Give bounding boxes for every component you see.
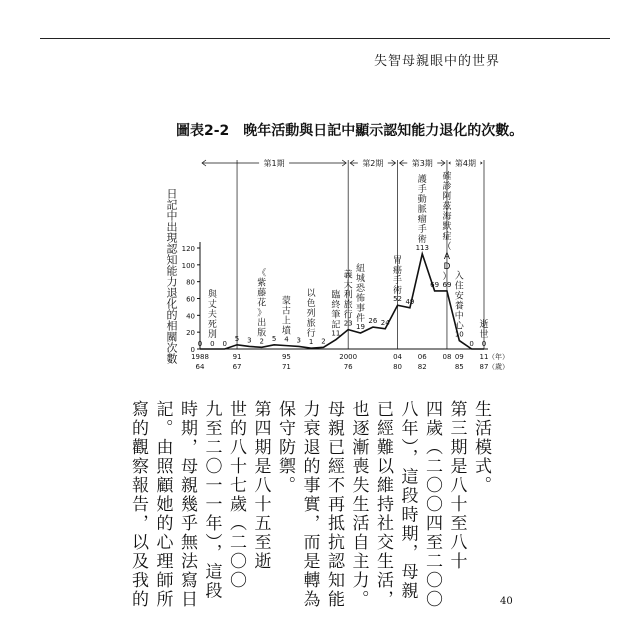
data-label: 5 xyxy=(271,334,277,343)
age-tick-label: 82 xyxy=(417,363,427,371)
data-label: 2 xyxy=(321,337,326,346)
period-label: 第4期 xyxy=(454,159,477,168)
running-head: 失智母親眼中的世界 xyxy=(373,54,500,69)
x-unit-label: （年） xyxy=(488,353,509,361)
data-label: 4 xyxy=(284,335,289,344)
event-annotation: 以色列旅行 xyxy=(306,289,316,340)
age-tick-label: 87 xyxy=(479,363,489,371)
data-label: 1 xyxy=(308,338,314,347)
x-tick-label: 91 xyxy=(232,353,242,361)
age-tick-label: 64 xyxy=(195,363,205,371)
age-tick-label: 67 xyxy=(232,363,242,371)
event-annotation: 義大利旅行 xyxy=(343,270,353,321)
data-label: 23 xyxy=(343,319,353,328)
body-text-column: 生活模式。 xyxy=(471,400,491,495)
body-text-column: 母親已經不再抵抗認知能 xyxy=(324,400,344,609)
data-label: 69 xyxy=(430,280,440,289)
data-label: 19 xyxy=(356,323,365,332)
data-label: 3 xyxy=(247,336,252,345)
event-annotation: 入住安養中心 xyxy=(454,271,464,332)
period-label: 第2期 xyxy=(362,159,384,168)
data-label: 3 xyxy=(296,336,302,345)
period-label: 第3期 xyxy=(411,159,433,168)
y-tick-label: 80 xyxy=(186,278,195,287)
body-text-column: 時期，母親幾乎無法寫日 xyxy=(177,400,197,609)
age-tick-label: 85 xyxy=(454,363,464,371)
y-tick-label: 60 xyxy=(186,295,195,304)
x-tick-label: 95 xyxy=(281,353,291,361)
data-label: 113 xyxy=(415,243,429,252)
body-text-column: 九至二〇一一年），這段 xyxy=(201,400,222,601)
data-label: 52 xyxy=(393,295,403,304)
data-label: 0 xyxy=(222,340,227,348)
event-annotation: 《紫藤花》出版 xyxy=(257,268,267,339)
body-text-column: 第三期是八十至八十 xyxy=(446,400,467,571)
period-label: 第1期 xyxy=(263,159,285,168)
data-label: 10 xyxy=(454,330,464,339)
x-tick-label: 06 xyxy=(417,353,427,361)
y-axis-label: 日記中出現認知能力退化的相關次數 xyxy=(165,188,178,364)
y-tick-label: 20 xyxy=(186,329,195,338)
event-annotation: 胃癌手術 xyxy=(393,256,403,297)
age-tick-label: 71 xyxy=(281,363,291,371)
x-tick-label: 11 xyxy=(479,353,489,361)
event-annotation: 逝世 xyxy=(479,320,489,340)
body-text-column: 已經難以維持社交生活， xyxy=(373,400,393,609)
data-label: 5 xyxy=(234,334,240,343)
x-tick-label: 04 xyxy=(393,353,403,361)
body-text-column: 寫的觀察報告，以及我的 xyxy=(128,400,148,609)
body-text-column: 世的八十七歲（二〇〇 xyxy=(226,400,246,590)
data-label: 11 xyxy=(331,329,341,338)
x-tick-label: 08 xyxy=(442,353,452,361)
data-label: 0 xyxy=(469,340,474,348)
age-unit-label: （歲） xyxy=(488,363,509,371)
age-tick-label: 80 xyxy=(393,363,403,371)
x-tick-label: 2000 xyxy=(339,353,358,361)
event-annotation: 護手動脈瘤手術 xyxy=(417,174,427,245)
y-tick-label: 120 xyxy=(181,245,195,253)
body-text-column: 記。由照顧她的心理師所 xyxy=(152,400,173,609)
event-annotation: 臨終筆記 xyxy=(331,290,341,331)
data-label: 0 xyxy=(481,340,487,348)
body-text-column: 也逐漸喪失生活自主力。 xyxy=(348,400,369,609)
page-number: 40 xyxy=(500,596,513,607)
body-text-column: 四歲（二〇〇四至二〇〇 xyxy=(422,400,442,609)
data-label: 24 xyxy=(380,318,390,327)
x-tick-label: 09 xyxy=(454,353,464,361)
body-text-column: 八年），這段時期，母親 xyxy=(397,400,418,601)
body-text-column: 第四期是八十五至逝 xyxy=(250,400,271,571)
event-annotation: 蒙古上墳 xyxy=(281,296,291,337)
y-tick-label: 40 xyxy=(186,312,195,321)
x-tick-label: 1988 xyxy=(191,353,209,361)
y-tick-label: 100 xyxy=(181,261,195,270)
figure-title: 圖表2-2 晚年活動與日記中顯示認知能力退化的次數。 xyxy=(176,123,524,139)
body-text-column: 保守防禦。 xyxy=(275,400,295,495)
body-text-column: 力衰退的事實，而是轉為 xyxy=(299,400,320,609)
data-label: 0 xyxy=(210,340,215,348)
data-label: 26 xyxy=(368,317,378,326)
event-annotation: 確診阿茲海默症（ A D ） xyxy=(442,171,452,282)
age-tick-label: 76 xyxy=(343,363,353,371)
data-label: 2 xyxy=(259,337,264,346)
series-line xyxy=(197,254,487,349)
data-label: 49 xyxy=(405,297,415,306)
y-tick-label: 0 xyxy=(190,346,195,354)
data-label: 69 xyxy=(442,280,452,289)
data-label: 0 xyxy=(197,340,203,348)
event-annotation: 與丈夫死別 xyxy=(207,290,217,340)
event-annotation: 紐城恐怖事件 xyxy=(356,264,366,325)
